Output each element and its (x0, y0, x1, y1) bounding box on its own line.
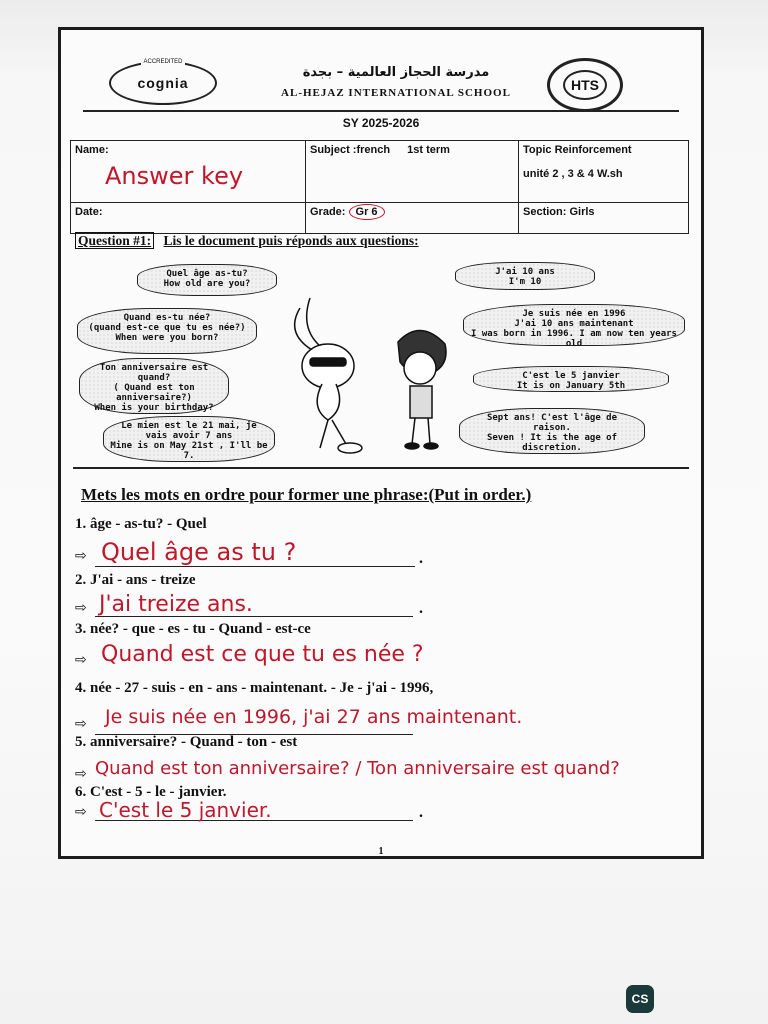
answer-1: Quel âge as tu ? (101, 538, 297, 566)
exercise-prompt-1: 1. âge - as-tu? - Quel (75, 516, 207, 532)
arrow-icon: ⇨ (75, 601, 87, 616)
answer-period-2: . (419, 600, 423, 617)
name-cell (71, 141, 306, 203)
topic-label: Topic (523, 144, 552, 156)
speech-bubble-1: Quel âge as-tu? How old are you? (137, 264, 277, 296)
girl-character (398, 330, 446, 449)
section-label: Section: (523, 206, 567, 218)
answer-line-1[interactable] (95, 566, 415, 567)
answer-period-6: . (419, 804, 423, 821)
answer-5: Quand est ton anniversaire? / Ton anniversaire est quand? (95, 758, 620, 779)
school-name-arabic: مدرسة الحجاز العالمية – بجدة (302, 65, 490, 80)
date-cell (71, 203, 306, 234)
answer-2: J'ai treize ans. (99, 592, 253, 617)
grade-label: Grade: (310, 206, 346, 218)
hts-logo-text: HTS (563, 70, 607, 100)
date-label: Date: (75, 206, 103, 218)
topic-value: Reinforcement (554, 144, 632, 156)
arrow-icon: ⇨ (75, 767, 87, 782)
exercise-prompt-2: 2. J'ai - ans - treize (75, 572, 196, 588)
section-cell (519, 203, 689, 234)
school-year: SY 2025-2026 (342, 116, 420, 130)
page-number: 1 (378, 846, 384, 857)
arrow-icon: ⇨ (75, 549, 87, 564)
answer-4: Je suis née en 1996, j'ai 27 ans maintenant. (105, 706, 523, 728)
section-divider (73, 467, 689, 469)
speech-bubble-7: C'est le 5 janvier It is on January 5th (473, 366, 669, 392)
grade-value: Gr 6 (349, 204, 385, 220)
exercise-prompt-3: 3. née? - que - es - tu - Quand - est-ce (75, 621, 311, 637)
cartoon-characters (270, 288, 460, 458)
speech-bubble-6: Je suis née en 1996 J'ai 10 ans maintenant I was born in 1996. I am now ten years old (463, 304, 685, 346)
grade-cell (306, 203, 519, 234)
camscanner-badge: CS (626, 985, 654, 1013)
answer-3: Quand est ce que tu es née ? (101, 642, 424, 667)
question-1-label: Question #1: (75, 232, 154, 249)
answer-6: C'est le 5 janvier. (99, 798, 272, 822)
question-1-heading (75, 233, 419, 249)
topic-units: unité 2 , 3 & 4 W.sh (523, 168, 623, 180)
worksheet (58, 27, 704, 859)
comic-illustration (75, 258, 687, 463)
speech-bubble-3: Ton anniversaire est quand? ( Quand est ton anniversaire?) When is your birthday? (79, 358, 229, 414)
speech-bubble-4: Le mien est le 21 mai, je vais avoir 7 ans Mine is on May 21st , I'll be 7. (103, 416, 275, 462)
subject-cell (306, 141, 519, 203)
exercise-prompt-6: 6. C'est - 5 - le - janvier. (75, 784, 227, 800)
exercise-prompt-4: 4. née - 27 - suis - en - ans - maintenant. - Je - j'ai - 1996, (75, 680, 434, 696)
arrow-icon: ⇨ (75, 805, 87, 820)
subject-label: Subject :french (310, 144, 391, 156)
name-value: Answer key (105, 162, 244, 190)
name-label: Name: (75, 144, 109, 156)
header-divider (83, 110, 679, 112)
section-value: Girls (569, 206, 595, 218)
speech-bubble-8: Sept ans! C'est l'âge de raison. Seven ! It is the age of discretion. (459, 408, 645, 454)
hts-logo (547, 58, 623, 112)
answer-period-1: . (419, 550, 423, 567)
topic-cell (519, 141, 689, 203)
arrow-icon: ⇨ (75, 653, 87, 668)
cognia-ring-text: ACCREDITED (143, 59, 183, 65)
bunny-character (295, 298, 362, 453)
speech-bubble-2: Quand es-tu née? (quand est-ce que tu es née?) When were you born? (77, 308, 257, 354)
speech-bubble-5: J'ai 10 ans I'm 10 (455, 262, 595, 290)
exercise-prompt-5: 5. anniversaire? - Quand - ton - est (75, 734, 298, 750)
arrow-icon: ⇨ (75, 717, 87, 732)
term-label: 1st term (407, 144, 450, 156)
question-1-instruction: Lis le document puis réponds aux questions: (163, 233, 419, 248)
school-name-english: AL-HEJAZ INTERNATIONAL SCHOOL (281, 87, 511, 99)
info-table (70, 140, 689, 234)
cognia-logo (109, 61, 217, 105)
cognia-logo-text: cognia (137, 75, 189, 91)
exercise-title: Mets les mots en ordre pour former une phrase:(Put in order.) (81, 485, 532, 504)
